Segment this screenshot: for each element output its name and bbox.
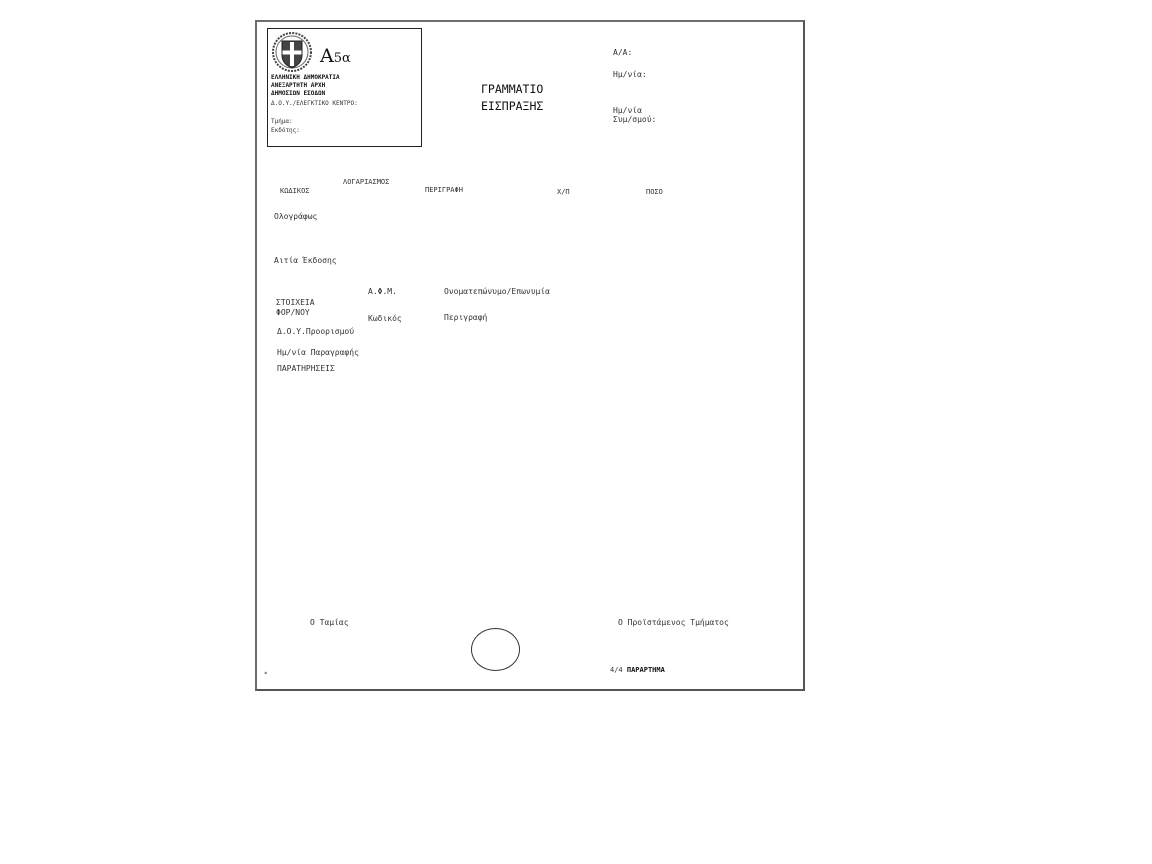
col-code: ΚΩΔΙΚΟΣ bbox=[280, 187, 310, 195]
org-line-3: ΔΗΜΟΣΙΩΝ ΕΣΟΔΩΝ bbox=[271, 90, 326, 97]
col-description: ΠΕΡΙΓΡΑΦΗ bbox=[425, 186, 463, 194]
copy-indicator bbox=[610, 666, 665, 674]
copy-label: ΠΑΡΑΡΤΗΜΑ bbox=[626, 666, 665, 674]
name-label: Ονοματεπώνυμο/Επωνυμία bbox=[444, 287, 550, 296]
org-line-2: ΑΝΕΞΑΡΤΗΤΗ ΑΡΧΗ bbox=[271, 82, 326, 89]
settle-date-label-1: Ημ/νία bbox=[613, 106, 642, 115]
greek-coat-of-arms-icon bbox=[271, 31, 313, 73]
debtor-code-label: Κωδικός bbox=[368, 314, 402, 323]
receipt-form bbox=[255, 20, 805, 691]
col-account: ΛΟΓΑΡΙΑΣΜΟΣ bbox=[343, 178, 390, 186]
form-code-letter: A bbox=[320, 45, 334, 67]
in-words-label: Ολογράφως bbox=[274, 212, 318, 221]
prescription-date-label: Ημ/νία Παραγραφής bbox=[277, 348, 359, 357]
title-line-1: ΓΡΑΜΜΑΤΙΟ bbox=[481, 82, 544, 96]
debtor-label-2: ΦΟΡ/ΝΟΥ bbox=[276, 308, 310, 317]
document-title bbox=[481, 81, 543, 115]
form-code bbox=[320, 45, 351, 67]
reason-label: Αιτία Έκδοσης bbox=[274, 256, 337, 265]
afm-label: Α.Φ.Μ. bbox=[368, 287, 397, 296]
copy-number: 4/4 bbox=[610, 666, 623, 674]
section-label: Τμήμα: bbox=[271, 118, 293, 125]
destination-doy-label: Δ.Ο.Υ.Προορισμού bbox=[277, 327, 355, 336]
head-signature-label: Ο Προϊστάμενος Τμήματος bbox=[618, 618, 729, 627]
doy-label: Δ.Ο.Υ./ΕΛΕΓΚΤΙΚΟ ΚΕΝΤΡΟ: bbox=[271, 100, 358, 107]
issuer-header-box bbox=[267, 28, 422, 147]
corner-mark: * bbox=[264, 671, 268, 678]
form-code-suffix: 5α bbox=[333, 51, 351, 66]
org-line-1: ΕΛΛΗΝΙΚΗ ΔΗΜΟΚΡΑΤΙΑ bbox=[271, 74, 340, 81]
remarks-label: ΠΑΡΑΤΗΡΗΣΕΙΣ bbox=[277, 364, 335, 373]
debtor-description-label: Περιγραφή bbox=[444, 313, 488, 322]
aa-label: Α/Α: bbox=[613, 48, 633, 57]
official-stamp-circle bbox=[471, 628, 520, 671]
cashier-signature-label: Ο Ταμίας bbox=[310, 618, 349, 627]
debtor-label-1: ΣΤΟΙΧΕΙΑ bbox=[276, 298, 315, 307]
settle-date-label-2: Συμ/σμού: bbox=[613, 115, 657, 124]
issuer-label: Εκδότης: bbox=[271, 127, 300, 134]
col-dc: Χ/Π bbox=[557, 188, 570, 196]
col-amount: ΠΟΣΟ bbox=[646, 188, 663, 196]
date-label: Ημ/νία: bbox=[613, 70, 647, 79]
title-line-2: ΕΙΣΠΡΑΞΗΣ bbox=[481, 99, 544, 113]
